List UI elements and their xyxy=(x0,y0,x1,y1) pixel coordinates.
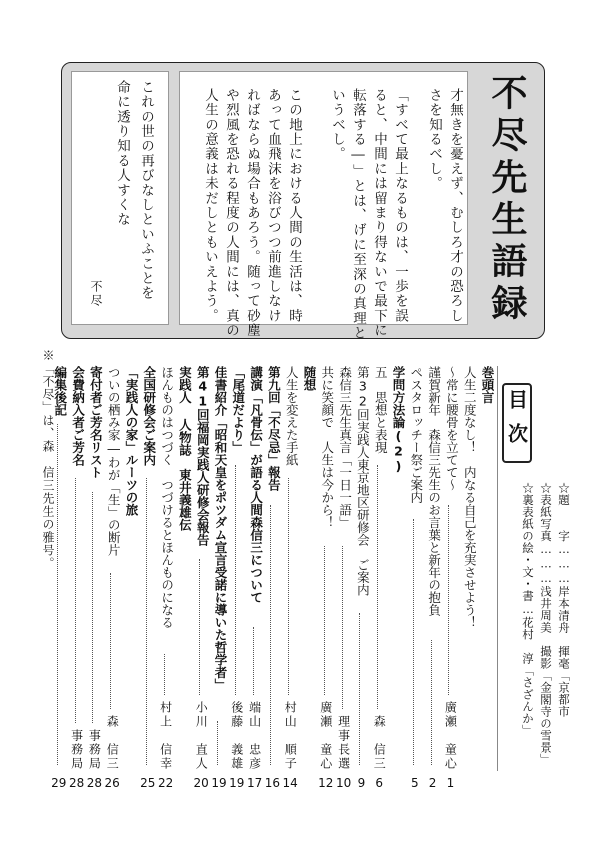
toc-entry-title: 第32回実践人東京地区研修会 ご案内 xyxy=(355,366,371,596)
toc-page-number: 17 xyxy=(246,776,263,790)
toc-entry-title: 佳書紹介「昭和天皇をポツダム宣言受諾に導いた哲学者」 xyxy=(213,366,228,691)
toc-entry-title: 「尾道だより」 xyxy=(230,366,246,454)
toc-entry[interactable] xyxy=(442,366,458,771)
toc-entry[interactable] xyxy=(175,366,191,771)
toc-leader-dots xyxy=(199,559,200,695)
motto-line: 命に透り知る人すくな xyxy=(114,80,130,227)
toc-entry[interactable] xyxy=(86,366,102,771)
toc-entry-title: ペスタロッチー祭ご案内 xyxy=(408,366,424,504)
saying-line: この地上における人間の生活は、時 xyxy=(286,88,302,324)
toc-entry[interactable] xyxy=(353,366,369,771)
credit-calligraphy: ☆題 字………岸本清舟 揮毫「京都市 xyxy=(557,482,571,718)
toc-leader-dots xyxy=(92,492,93,724)
toc-page-number: 20 xyxy=(193,776,209,790)
toc-leader-dots xyxy=(413,519,414,766)
toc-entry-title: 第九回「不尽忌」報告 xyxy=(266,366,282,491)
toc-entry-title: 「実践人の家」ルーツの旅 xyxy=(124,366,139,516)
toc-entry-author: 事務局 xyxy=(69,729,84,771)
toc-page-number: 19 xyxy=(211,776,227,790)
toc-header: 目次 xyxy=(502,383,532,463)
toc-page-number: 5 xyxy=(410,776,419,790)
toc-entry-title: ほんものはつづく つづけるとほんものになる xyxy=(159,366,175,629)
toc-entry-title: ついの栖み家―わが「生」の断片 xyxy=(106,366,122,556)
toc-entry[interactable] xyxy=(371,366,387,771)
toc-entry-title: 人生二度なし！ 内なる自己を充実させよう！ xyxy=(462,366,478,629)
toc-entry-author: 村上 信幸 xyxy=(158,701,173,771)
toc-leader-dots xyxy=(431,640,432,765)
toc-entry-title: 全国研修会ご案内 xyxy=(141,366,157,466)
toc-page-number: 2 xyxy=(428,776,437,790)
toc-page-number: 1 xyxy=(446,776,455,790)
toc-entry[interactable] xyxy=(478,366,494,771)
toc-entry-author: 後藤 義雄 xyxy=(229,701,244,771)
toc-entry[interactable] xyxy=(69,366,85,771)
toc-leader-dots xyxy=(57,424,58,765)
toc-entry-title: 編集後記 xyxy=(52,366,68,416)
toc-entry-title: 学問方法論(2) xyxy=(391,366,406,474)
toc-leader-dots xyxy=(75,478,76,723)
toc-page-number: 28 xyxy=(68,776,85,790)
toc-entry-title: 巻頭言 xyxy=(480,366,495,404)
toc-entry-title: 森信三先生真言「一日一語」 xyxy=(337,366,353,529)
toc-entry[interactable] xyxy=(318,366,334,771)
toc-entry-title: 第41回福岡実践人研修会報告 xyxy=(195,366,211,546)
toc-page-number: 9 xyxy=(357,776,366,790)
toc-entry[interactable] xyxy=(282,366,298,771)
toc-entry[interactable] xyxy=(460,366,476,771)
toc-leader-dots xyxy=(110,573,111,710)
toc-entry[interactable] xyxy=(122,366,138,771)
toc-page-number: 19 xyxy=(229,776,245,790)
toc-page-number: 28 xyxy=(86,776,103,790)
toc-leader-dots xyxy=(164,654,165,696)
toc-page-number: 29 xyxy=(51,776,67,790)
toc-entry[interactable] xyxy=(104,366,120,771)
toc-entry[interactable] xyxy=(158,366,174,771)
motto-signature: 不尽 xyxy=(89,280,103,308)
toc-divider xyxy=(497,366,498,771)
toc-entry-title: 実践人 人物誌 東井義雄伝 xyxy=(177,366,193,531)
toc-page-number: 25 xyxy=(140,776,156,790)
saying-line: や烈風を恐れる程度の人間には、真の xyxy=(223,88,239,338)
saying-line: 転落する―」とは、げに至深の真理と xyxy=(350,88,366,341)
toc-leader-dots xyxy=(253,627,254,696)
saying-line: さを知るべし。 xyxy=(426,88,442,191)
toc-leader-dots xyxy=(448,505,449,695)
saying-line: 「すべて最上なるものは、一歩を誤 xyxy=(392,88,408,324)
toc-entry-title: 会費納入者ご芳名 xyxy=(70,366,86,466)
saying-line: 人生の意義は未だしともいえよう。 xyxy=(202,88,218,324)
toc-entry-author: 森 信三 xyxy=(105,715,120,771)
saying-line: ればならぬ場合もあろう。随って砂塵 xyxy=(244,88,260,338)
toc-entry[interactable] xyxy=(247,366,263,771)
toc-entry[interactable] xyxy=(193,366,209,771)
toc-entry[interactable] xyxy=(407,366,423,771)
toc-entry-author: 理事長選 xyxy=(336,715,351,771)
saying-line: ると、中間には留まり得ないで最下に xyxy=(371,88,387,338)
toc-entry-title: 共に笑顔で 人生は今から！ xyxy=(319,366,335,529)
motto-line: これの世の再びなしといふことを xyxy=(138,80,154,301)
toc-entry-author: 村山 順子 xyxy=(283,701,298,771)
toc-page-number: 12 xyxy=(318,776,334,790)
toc-entry-title: 五 思想と表現 xyxy=(373,366,389,454)
toc-page-number: 16 xyxy=(264,776,281,790)
toc-leader-dots xyxy=(288,478,289,695)
toc-entry[interactable] xyxy=(425,366,441,771)
toc-leader-dots xyxy=(270,505,271,765)
toc-entry[interactable] xyxy=(211,366,227,771)
toc-page-number: 6 xyxy=(375,776,383,790)
toc-entry-author: 端山 忠彦 xyxy=(247,701,262,771)
saying-line: 才無きを憂えず、むしろ才の恐ろし xyxy=(447,88,463,324)
saying-line: あって血飛沫を浴びつつ前進しなけ xyxy=(265,88,281,324)
toc-leader-dots xyxy=(377,465,378,710)
toc-leader-dots xyxy=(324,546,325,696)
toc-entry[interactable] xyxy=(264,366,280,771)
toc-entry-author: 廣瀬 童心 xyxy=(443,701,458,771)
toc-entry[interactable] xyxy=(51,366,67,771)
toc-entry-author: 森 信三 xyxy=(372,715,387,771)
toc-leader-dots xyxy=(235,465,236,696)
toc-entry-author: 事務局 xyxy=(87,729,102,771)
toc-entry[interactable] xyxy=(336,366,352,771)
toc-entry-title: 謹賀新年 森信三先生のお言葉と新年の抱負 xyxy=(426,366,442,616)
toc-entry-title: 人生を変えた手紙 xyxy=(284,366,300,466)
toc-entry[interactable] xyxy=(389,366,405,771)
toc-page-number: 26 xyxy=(104,776,120,790)
credit-cover-photo: ☆表紙写真………浅井周美 撮影「金閣寺の雪景」 xyxy=(539,482,553,766)
toc-page-number: 10 xyxy=(335,776,352,790)
toc-entry-title: 講演「凡骨伝」が語る人間森信三について xyxy=(248,366,264,604)
credit-back-cover: ☆裏表紙の絵・文・書…花村 淳「さざんか」 xyxy=(521,482,535,737)
toc-entry[interactable] xyxy=(300,366,316,771)
toc-entry-author: 廣瀬 童心 xyxy=(318,701,333,771)
toc-entry-author: 小川 直人 xyxy=(194,701,209,771)
toc-leader-dots xyxy=(146,478,147,765)
toc-entry-title: 随想 xyxy=(302,366,317,391)
saying-line: いうべし。 xyxy=(329,88,345,162)
pen-name-note: ※「不尽」は、森 信三先生の雅号。 xyxy=(41,349,55,570)
toc-entry[interactable] xyxy=(140,366,156,771)
page-title: 不尽先生語録 xyxy=(486,74,527,326)
toc-page-number: 22 xyxy=(157,776,174,790)
toc-leader-dots xyxy=(342,546,343,710)
toc-entry-title: 寄付者ご芳名リスト xyxy=(88,366,104,479)
toc-entry-title: 〜常に腰骨を立てて〜 xyxy=(444,366,460,491)
toc-entry[interactable] xyxy=(229,366,245,771)
toc-page-number: 14 xyxy=(282,776,298,790)
toc-leader-dots xyxy=(359,613,360,765)
toc-leader-dots xyxy=(217,721,218,765)
